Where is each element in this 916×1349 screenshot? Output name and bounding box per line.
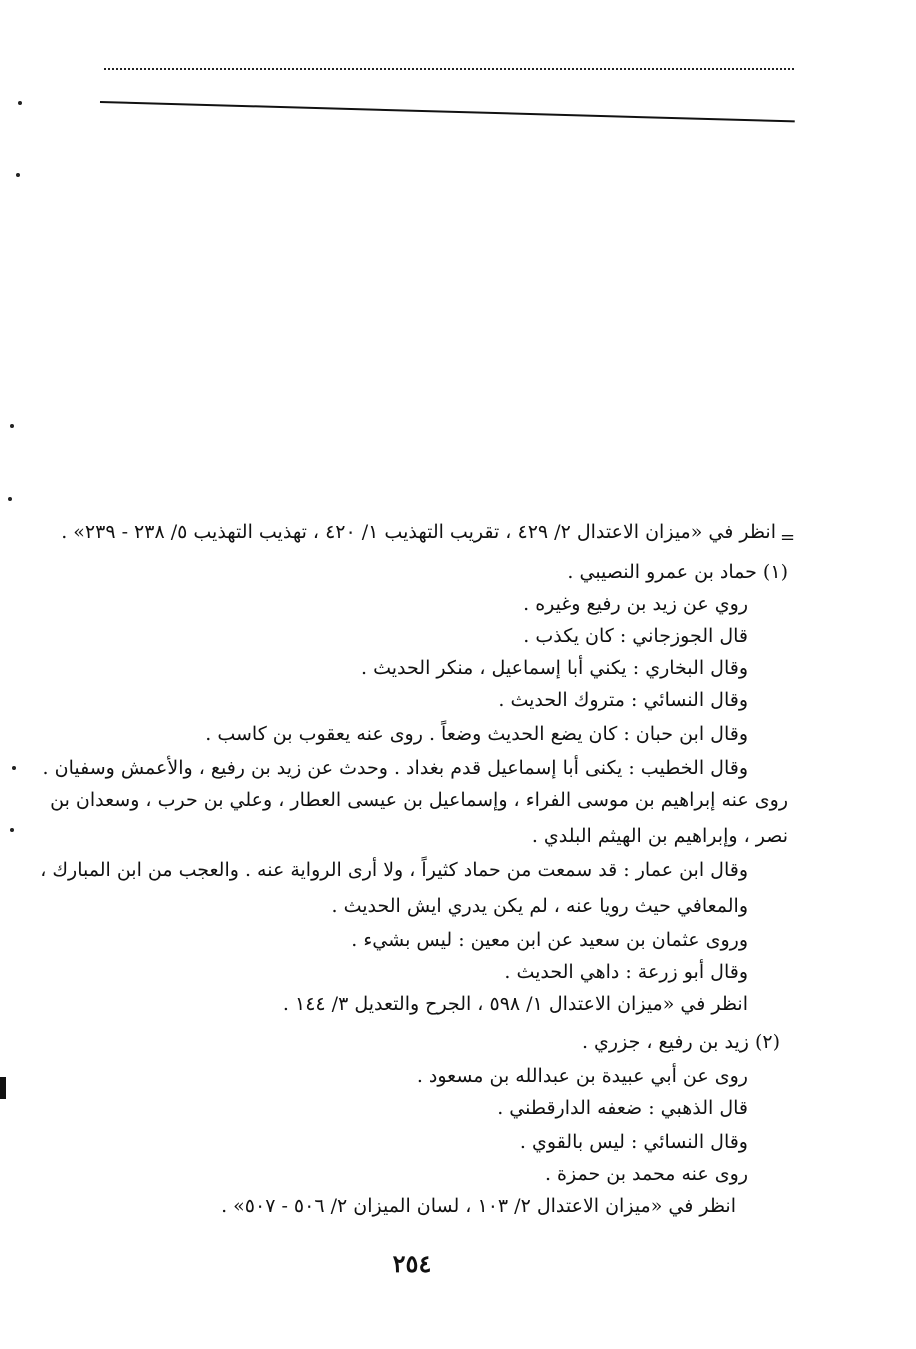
scan-speck: [16, 173, 20, 177]
footnote-1-line: وقال النسائي : متروك الحديث .: [498, 689, 748, 711]
footnote-1-source-line: انظر في «ميزان الاعتدال ١/ ٥٩٨ ، الجرح والتعديل ٣/ ١٤٤ .: [282, 993, 748, 1015]
footnote-1-line: وقال أبو زرعة : داهي الحديث .: [504, 961, 748, 983]
dotted-rule: [104, 68, 794, 70]
scan-speck: [10, 424, 14, 428]
scan-speck: [8, 497, 12, 501]
footnote-2-line: روى عن أبي عبيدة بن عبدالله بن مسعود .: [416, 1065, 748, 1087]
footnote-1-line: روي عن زيد بن رفيع وغيره .: [523, 593, 748, 615]
footnote-2-line: روى عنه محمد بن حمزة .: [544, 1163, 748, 1185]
footnote-1-line: وقال ابن عمار : قد سمعت من حماد كثيراً ، ولا أرى الرواية عنه . والعجب من ابن المبارك ،: [40, 859, 748, 881]
scan-speck: [12, 766, 16, 770]
footnote-2-heading: (٢) زيد بن رفيع ، جزري .: [581, 1031, 780, 1053]
continuation-marker: =: [780, 527, 796, 548]
footnote-1-line: وقال الخطيب : يكنى أبا إسماعيل قدم بغداد . وحدث عن زيد بن رفيع ، والأعمش وسفيان .: [42, 757, 748, 779]
footnote-1-line: والمعافي حيث رويا عنه ، لم يكن يدري ايش الحديث .: [331, 895, 748, 917]
footnote-2-line: وقال النسائي : ليس بالقوي .: [519, 1131, 748, 1153]
footnote-continuation-line: انظر في «ميزان الاعتدال ٢/ ٤٢٩ ، تقريب التهذيب ١/ ٤٢٠ ، تهذيب التهذيب ٥/ ٢٣٨ - ٢٣٩» .: [61, 521, 776, 543]
footnote-1-line: وروى عثمان بن سعيد عن ابن معين : ليس بشيء .: [351, 929, 748, 951]
scan-edge-mark: [0, 1077, 6, 1099]
footnote-1-line: وقال البخاري : يكني أبا إسماعيل ، منكر الحديث .: [361, 657, 748, 679]
footnote-1-line: قال الجوزجاني : كان يكذب .: [523, 625, 748, 647]
scan-speck: [10, 828, 14, 832]
footnote-2-source-line: انظر في «ميزان الاعتدال ٢/ ١٠٣ ، لسان الميزان ٢/ ٥٠٦ - ٥٠٧» .: [221, 1195, 736, 1217]
footnote-1-heading: (١) حماد بن عمرو النصيبي .: [567, 561, 788, 583]
footnote-1-line: نصر ، وإبراهيم بن الهيثم البلدي .: [531, 825, 788, 847]
page-number: ٢٥٤: [392, 1249, 432, 1278]
footnote-separator-rule: [100, 101, 795, 122]
scan-speck: [18, 101, 22, 105]
footnote-1-line: روى عنه إبراهيم بن موسى الفراء ، وإسماعيل بن عيسى العطار ، وعلي بن حرب ، وسعدان بن: [50, 789, 788, 811]
footnote-1-line: وقال ابن حبان : كان يضع الحديث وضعاً . روى عنه يعقوب بن كاسب .: [205, 723, 748, 745]
footnote-2-line: قال الذهبي : ضعفه الدارقطني .: [497, 1097, 748, 1119]
